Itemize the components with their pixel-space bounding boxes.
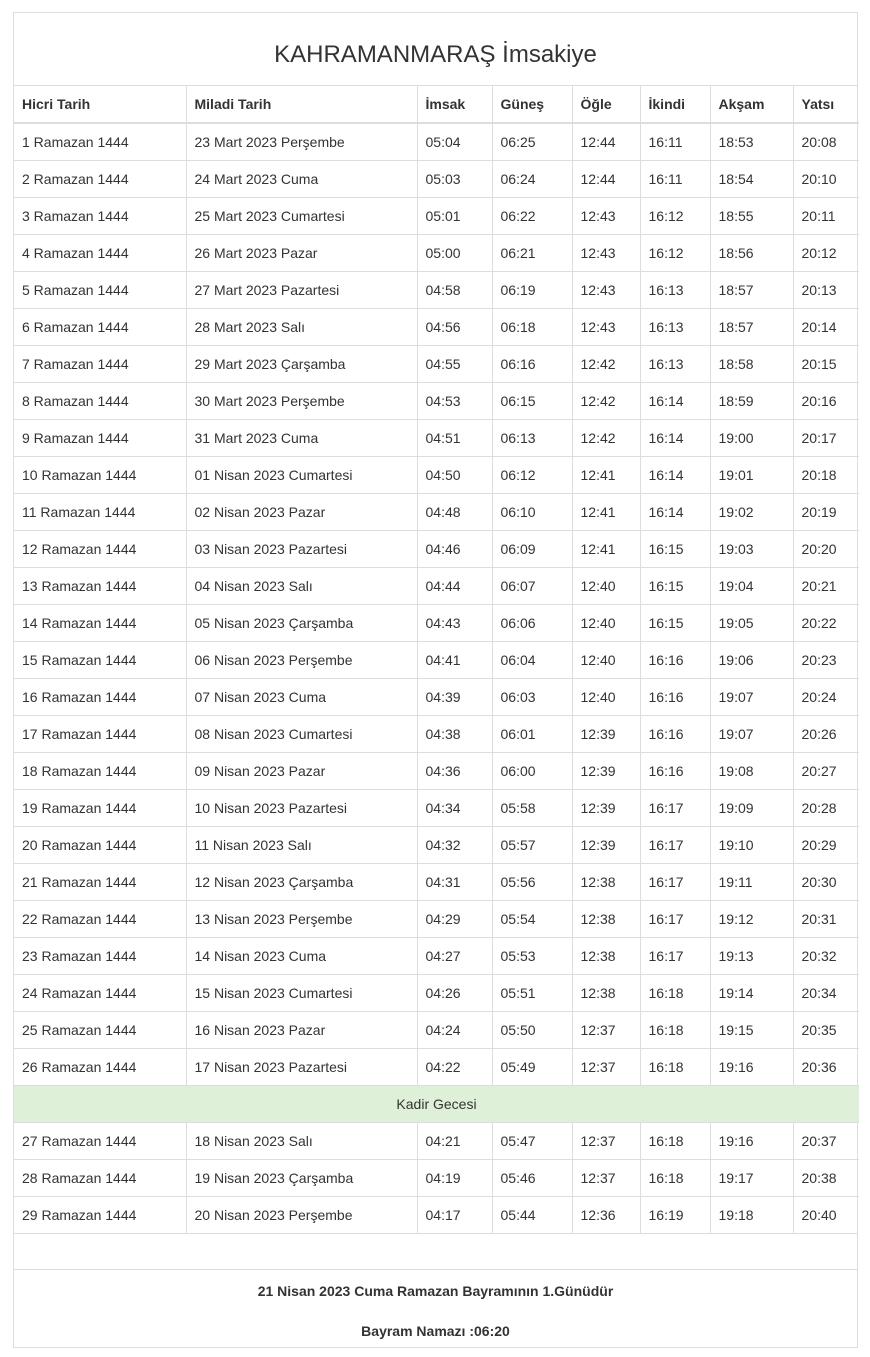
gunes-cell: 06:25 bbox=[492, 123, 572, 160]
miladi-date-cell: 14 Nisan 2023 Cuma bbox=[186, 937, 417, 974]
aksam-cell: 19:09 bbox=[710, 789, 793, 826]
aksam-cell: 19:15 bbox=[710, 1011, 793, 1048]
ogle-cell: 12:38 bbox=[572, 974, 640, 1011]
miladi-date-cell: 28 Mart 2023 Salı bbox=[186, 308, 417, 345]
gunes-cell: 06:10 bbox=[492, 493, 572, 530]
table-row bbox=[14, 863, 859, 900]
miladi-date-cell: 23 Mart 2023 Perşembe bbox=[186, 123, 417, 160]
miladi-date-cell: 17 Nisan 2023 Pazartesi bbox=[186, 1048, 417, 1085]
miladi-date-cell: 29 Mart 2023 Çarşamba bbox=[186, 345, 417, 382]
imsak-cell: 04:44 bbox=[417, 567, 492, 604]
miladi-date-cell: 09 Nisan 2023 Pazar bbox=[186, 752, 417, 789]
imsak-cell: 05:04 bbox=[417, 123, 492, 160]
table-row bbox=[14, 123, 859, 160]
gunes-cell: 06:09 bbox=[492, 530, 572, 567]
ogle-cell: 12:37 bbox=[572, 1048, 640, 1085]
hicri-date-cell: 17 Ramazan 1444 bbox=[14, 715, 186, 752]
aksam-cell: 18:54 bbox=[710, 160, 793, 197]
ikindi-cell: 16:16 bbox=[640, 641, 710, 678]
table-row bbox=[14, 382, 859, 419]
ogle-cell: 12:40 bbox=[572, 678, 640, 715]
ogle-cell: 12:38 bbox=[572, 900, 640, 937]
aksam-cell: 19:08 bbox=[710, 752, 793, 789]
yatsi-cell: 20:18 bbox=[793, 456, 859, 493]
aksam-cell: 19:14 bbox=[710, 974, 793, 1011]
ikindi-cell: 16:16 bbox=[640, 715, 710, 752]
column-header-aksam: Akşam bbox=[710, 86, 793, 123]
yatsi-cell: 20:12 bbox=[793, 234, 859, 271]
column-header-ogle: Öğle bbox=[572, 86, 640, 123]
hicri-date-cell: 7 Ramazan 1444 bbox=[14, 345, 186, 382]
gunes-cell: 06:19 bbox=[492, 271, 572, 308]
table-row bbox=[14, 678, 859, 715]
gunes-cell: 05:47 bbox=[492, 1122, 572, 1159]
aksam-cell: 19:18 bbox=[710, 1196, 793, 1233]
hicri-date-cell: 12 Ramazan 1444 bbox=[14, 530, 186, 567]
ikindi-cell: 16:14 bbox=[640, 456, 710, 493]
miladi-date-cell: 02 Nisan 2023 Pazar bbox=[186, 493, 417, 530]
imsak-cell: 04:56 bbox=[417, 308, 492, 345]
hicri-date-cell: 22 Ramazan 1444 bbox=[14, 900, 186, 937]
aksam-cell: 18:56 bbox=[710, 234, 793, 271]
gunes-cell: 06:01 bbox=[492, 715, 572, 752]
ikindi-cell: 16:15 bbox=[640, 604, 710, 641]
aksam-cell: 19:02 bbox=[710, 493, 793, 530]
yatsi-cell: 20:22 bbox=[793, 604, 859, 641]
gunes-cell: 06:12 bbox=[492, 456, 572, 493]
column-header-hicri: Hicri Tarih bbox=[14, 86, 186, 123]
miladi-date-cell: 19 Nisan 2023 Çarşamba bbox=[186, 1159, 417, 1196]
aksam-cell: 18:59 bbox=[710, 382, 793, 419]
table-row bbox=[14, 271, 859, 308]
column-header-gunes: Güneş bbox=[492, 86, 572, 123]
yatsi-cell: 20:23 bbox=[793, 641, 859, 678]
imsak-cell: 04:50 bbox=[417, 456, 492, 493]
aksam-cell: 19:06 bbox=[710, 641, 793, 678]
yatsi-cell: 20:17 bbox=[793, 419, 859, 456]
hicri-date-cell: 24 Ramazan 1444 bbox=[14, 974, 186, 1011]
ogle-cell: 12:40 bbox=[572, 641, 640, 678]
table-row bbox=[14, 715, 859, 752]
miladi-date-cell: 31 Mart 2023 Cuma bbox=[186, 419, 417, 456]
aksam-cell: 19:11 bbox=[710, 863, 793, 900]
hicri-date-cell: 13 Ramazan 1444 bbox=[14, 567, 186, 604]
imsak-cell: 04:39 bbox=[417, 678, 492, 715]
table-row bbox=[14, 937, 859, 974]
imsak-cell: 04:43 bbox=[417, 604, 492, 641]
ogle-cell: 12:39 bbox=[572, 752, 640, 789]
table-row bbox=[14, 974, 859, 1011]
table-row bbox=[14, 1196, 859, 1233]
hicri-date-cell: 18 Ramazan 1444 bbox=[14, 752, 186, 789]
ikindi-cell: 16:14 bbox=[640, 382, 710, 419]
table-row bbox=[14, 604, 859, 641]
yatsi-cell: 20:11 bbox=[793, 197, 859, 234]
miladi-date-cell: 03 Nisan 2023 Pazartesi bbox=[186, 530, 417, 567]
ikindi-cell: 16:19 bbox=[640, 1196, 710, 1233]
table-row bbox=[14, 1048, 859, 1085]
aksam-cell: 18:57 bbox=[710, 308, 793, 345]
ikindi-cell: 16:17 bbox=[640, 900, 710, 937]
miladi-date-cell: 12 Nisan 2023 Çarşamba bbox=[186, 863, 417, 900]
gunes-cell: 05:51 bbox=[492, 974, 572, 1011]
hicri-date-cell: 19 Ramazan 1444 bbox=[14, 789, 186, 826]
hicri-date-cell: 29 Ramazan 1444 bbox=[14, 1196, 186, 1233]
imsak-cell: 04:36 bbox=[417, 752, 492, 789]
ogle-cell: 12:43 bbox=[572, 271, 640, 308]
hicri-date-cell: 10 Ramazan 1444 bbox=[14, 456, 186, 493]
miladi-date-cell: 25 Mart 2023 Cumartesi bbox=[186, 197, 417, 234]
gunes-cell: 06:18 bbox=[492, 308, 572, 345]
ogle-cell: 12:37 bbox=[572, 1011, 640, 1048]
gunes-cell: 05:50 bbox=[492, 1011, 572, 1048]
hicri-date-cell: 15 Ramazan 1444 bbox=[14, 641, 186, 678]
hicri-date-cell: 23 Ramazan 1444 bbox=[14, 937, 186, 974]
page-title: KAHRAMANMARAŞ İmsakiye bbox=[14, 13, 857, 86]
ikindi-cell: 16:12 bbox=[640, 234, 710, 271]
miladi-date-cell: 20 Nisan 2023 Perşembe bbox=[186, 1196, 417, 1233]
yatsi-cell: 20:20 bbox=[793, 530, 859, 567]
hicri-date-cell: 28 Ramazan 1444 bbox=[14, 1159, 186, 1196]
imsak-cell: 04:27 bbox=[417, 937, 492, 974]
hicri-date-cell: 16 Ramazan 1444 bbox=[14, 678, 186, 715]
yatsi-cell: 20:30 bbox=[793, 863, 859, 900]
gunes-cell: 05:54 bbox=[492, 900, 572, 937]
column-header-miladi: Miladi Tarih bbox=[186, 86, 417, 123]
gunes-cell: 05:44 bbox=[492, 1196, 572, 1233]
ikindi-cell: 16:14 bbox=[640, 493, 710, 530]
table-row bbox=[14, 826, 859, 863]
gunes-cell: 06:06 bbox=[492, 604, 572, 641]
hicri-date-cell: 2 Ramazan 1444 bbox=[14, 160, 186, 197]
aksam-cell: 19:01 bbox=[710, 456, 793, 493]
hicri-date-cell: 3 Ramazan 1444 bbox=[14, 197, 186, 234]
aksam-cell: 19:07 bbox=[710, 715, 793, 752]
table-row bbox=[14, 160, 859, 197]
table-row bbox=[14, 493, 859, 530]
imsak-cell: 04:17 bbox=[417, 1196, 492, 1233]
imsak-cell: 04:41 bbox=[417, 641, 492, 678]
yatsi-cell: 20:28 bbox=[793, 789, 859, 826]
gunes-cell: 06:03 bbox=[492, 678, 572, 715]
ikindi-cell: 16:11 bbox=[640, 123, 710, 160]
miladi-date-cell: 26 Mart 2023 Pazar bbox=[186, 234, 417, 271]
ikindi-cell: 16:18 bbox=[640, 1011, 710, 1048]
imsak-cell: 04:24 bbox=[417, 1011, 492, 1048]
ikindi-cell: 16:12 bbox=[640, 197, 710, 234]
aksam-cell: 19:10 bbox=[710, 826, 793, 863]
aksam-cell: 19:07 bbox=[710, 678, 793, 715]
table-row bbox=[14, 1122, 859, 1159]
table-row bbox=[14, 641, 859, 678]
gunes-cell: 05:57 bbox=[492, 826, 572, 863]
ikindi-cell: 16:13 bbox=[640, 271, 710, 308]
ogle-cell: 12:37 bbox=[572, 1122, 640, 1159]
gunes-cell: 05:53 bbox=[492, 937, 572, 974]
ogle-cell: 12:39 bbox=[572, 826, 640, 863]
table-row bbox=[14, 789, 859, 826]
yatsi-cell: 20:40 bbox=[793, 1196, 859, 1233]
table-row bbox=[14, 234, 859, 271]
aksam-cell: 19:13 bbox=[710, 937, 793, 974]
hicri-date-cell: 27 Ramazan 1444 bbox=[14, 1122, 186, 1159]
table-row bbox=[14, 419, 859, 456]
aksam-cell: 19:12 bbox=[710, 900, 793, 937]
yatsi-cell: 20:08 bbox=[793, 123, 859, 160]
ogle-cell: 12:44 bbox=[572, 160, 640, 197]
miladi-date-cell: 30 Mart 2023 Perşembe bbox=[186, 382, 417, 419]
ogle-cell: 12:42 bbox=[572, 345, 640, 382]
spacer-row bbox=[14, 1233, 857, 1270]
ikindi-cell: 16:18 bbox=[640, 974, 710, 1011]
ikindi-cell: 16:18 bbox=[640, 1048, 710, 1085]
miladi-date-cell: 24 Mart 2023 Cuma bbox=[186, 160, 417, 197]
imsak-cell: 04:51 bbox=[417, 419, 492, 456]
ikindi-cell: 16:15 bbox=[640, 530, 710, 567]
yatsi-cell: 20:13 bbox=[793, 271, 859, 308]
hicri-date-cell: 8 Ramazan 1444 bbox=[14, 382, 186, 419]
miladi-date-cell: 27 Mart 2023 Pazartesi bbox=[186, 271, 417, 308]
imsak-cell: 04:31 bbox=[417, 863, 492, 900]
imsak-cell: 04:32 bbox=[417, 826, 492, 863]
ogle-cell: 12:38 bbox=[572, 937, 640, 974]
hicri-date-cell: 21 Ramazan 1444 bbox=[14, 863, 186, 900]
ogle-cell: 12:36 bbox=[572, 1196, 640, 1233]
table-row bbox=[14, 900, 859, 937]
yatsi-cell: 20:24 bbox=[793, 678, 859, 715]
gunes-cell: 06:15 bbox=[492, 382, 572, 419]
gunes-cell: 06:13 bbox=[492, 419, 572, 456]
hicri-date-cell: 26 Ramazan 1444 bbox=[14, 1048, 186, 1085]
imsak-cell: 04:58 bbox=[417, 271, 492, 308]
yatsi-cell: 20:36 bbox=[793, 1048, 859, 1085]
hicri-date-cell: 9 Ramazan 1444 bbox=[14, 419, 186, 456]
yatsi-cell: 20:32 bbox=[793, 937, 859, 974]
imsak-cell: 04:22 bbox=[417, 1048, 492, 1085]
yatsi-cell: 20:21 bbox=[793, 567, 859, 604]
imsak-cell: 04:38 bbox=[417, 715, 492, 752]
aksam-cell: 19:16 bbox=[710, 1122, 793, 1159]
imsak-cell: 04:53 bbox=[417, 382, 492, 419]
ogle-cell: 12:39 bbox=[572, 789, 640, 826]
miladi-date-cell: 07 Nisan 2023 Cuma bbox=[186, 678, 417, 715]
imsak-cell: 04:19 bbox=[417, 1159, 492, 1196]
yatsi-cell: 20:19 bbox=[793, 493, 859, 530]
yatsi-cell: 20:35 bbox=[793, 1011, 859, 1048]
ogle-cell: 12:43 bbox=[572, 197, 640, 234]
aksam-cell: 19:00 bbox=[710, 419, 793, 456]
miladi-date-cell: 08 Nisan 2023 Cumartesi bbox=[186, 715, 417, 752]
table-row bbox=[14, 567, 859, 604]
table-body bbox=[14, 123, 859, 1233]
gunes-cell: 06:21 bbox=[492, 234, 572, 271]
table-row bbox=[14, 456, 859, 493]
column-header-yatsi: Yatsı bbox=[793, 86, 859, 123]
yatsi-cell: 20:29 bbox=[793, 826, 859, 863]
hicri-date-cell: 4 Ramazan 1444 bbox=[14, 234, 186, 271]
gunes-cell: 06:07 bbox=[492, 567, 572, 604]
imsak-cell: 04:55 bbox=[417, 345, 492, 382]
yatsi-cell: 20:26 bbox=[793, 715, 859, 752]
yatsi-cell: 20:38 bbox=[793, 1159, 859, 1196]
imsak-cell: 04:21 bbox=[417, 1122, 492, 1159]
yatsi-cell: 20:31 bbox=[793, 900, 859, 937]
ogle-cell: 12:40 bbox=[572, 567, 640, 604]
yatsi-cell: 20:37 bbox=[793, 1122, 859, 1159]
hicri-date-cell: 1 Ramazan 1444 bbox=[22, 133, 129, 150]
ogle-cell: 12:42 bbox=[572, 382, 640, 419]
table-row bbox=[14, 752, 859, 789]
miladi-date-cell: 01 Nisan 2023 Cumartesi bbox=[186, 456, 417, 493]
yatsi-cell: 20:15 bbox=[793, 345, 859, 382]
imsak-cell: 04:48 bbox=[417, 493, 492, 530]
prayer-times-table bbox=[14, 86, 859, 1233]
imsak-cell: 04:29 bbox=[417, 900, 492, 937]
ogle-cell: 12:42 bbox=[572, 419, 640, 456]
kadir-gecesi-row bbox=[14, 1085, 859, 1122]
yatsi-cell: 20:16 bbox=[793, 382, 859, 419]
ogle-cell: 12:40 bbox=[572, 604, 640, 641]
miladi-date-cell: 13 Nisan 2023 Perşembe bbox=[186, 900, 417, 937]
yatsi-cell: 20:14 bbox=[793, 308, 859, 345]
miladi-date-cell: 06 Nisan 2023 Perşembe bbox=[186, 641, 417, 678]
ogle-cell: 12:41 bbox=[572, 530, 640, 567]
imsak-cell: 04:26 bbox=[417, 974, 492, 1011]
aksam-cell: 19:17 bbox=[710, 1159, 793, 1196]
miladi-date-cell: 10 Nisan 2023 Pazartesi bbox=[186, 789, 417, 826]
table-row bbox=[14, 530, 859, 567]
gunes-cell: 05:49 bbox=[492, 1048, 572, 1085]
ikindi-cell: 16:17 bbox=[640, 826, 710, 863]
gunes-cell: 06:16 bbox=[492, 345, 572, 382]
imsakiye-panel bbox=[13, 12, 858, 1348]
miladi-date-cell: 18 Nisan 2023 Salı bbox=[186, 1122, 417, 1159]
bayram-namazi-time: Bayram Namazı :06:20 bbox=[361, 1323, 510, 1339]
ikindi-cell: 16:17 bbox=[640, 863, 710, 900]
ogle-cell: 12:44 bbox=[572, 123, 640, 160]
aksam-cell: 18:58 bbox=[710, 345, 793, 382]
hicri-date-cell: 20 Ramazan 1444 bbox=[14, 826, 186, 863]
ikindi-cell: 16:16 bbox=[640, 752, 710, 789]
imsak-cell: 05:03 bbox=[417, 160, 492, 197]
ogle-cell: 12:41 bbox=[572, 493, 640, 530]
hicri-date-cell: 5 Ramazan 1444 bbox=[14, 271, 186, 308]
gunes-cell: 06:22 bbox=[492, 197, 572, 234]
imsak-cell: 04:34 bbox=[417, 789, 492, 826]
table-row bbox=[14, 1011, 859, 1048]
ikindi-cell: 16:17 bbox=[640, 789, 710, 826]
miladi-date-cell: 04 Nisan 2023 Salı bbox=[186, 567, 417, 604]
imsak-cell: 05:00 bbox=[417, 234, 492, 271]
aksam-cell: 18:55 bbox=[710, 197, 793, 234]
table-header-row bbox=[14, 86, 859, 123]
ikindi-cell: 16:13 bbox=[640, 308, 710, 345]
gunes-cell: 06:04 bbox=[492, 641, 572, 678]
aksam-cell: 19:16 bbox=[710, 1048, 793, 1085]
miladi-date-cell: 15 Nisan 2023 Cumartesi bbox=[186, 974, 417, 1011]
ikindi-cell: 16:18 bbox=[640, 1159, 710, 1196]
column-header-ikindi: İkindi bbox=[640, 86, 710, 123]
ikindi-cell: 16:14 bbox=[640, 419, 710, 456]
ikindi-cell: 16:15 bbox=[640, 567, 710, 604]
ikindi-cell: 16:13 bbox=[640, 345, 710, 382]
ogle-cell: 12:43 bbox=[572, 234, 640, 271]
table-row bbox=[14, 308, 859, 345]
ogle-cell: 12:39 bbox=[572, 715, 640, 752]
miladi-date-cell: 05 Nisan 2023 Çarşamba bbox=[186, 604, 417, 641]
aksam-cell: 18:53 bbox=[710, 123, 793, 160]
ogle-cell: 12:43 bbox=[572, 308, 640, 345]
column-header-imsak: İmsak bbox=[417, 86, 492, 123]
gunes-cell: 05:58 bbox=[492, 789, 572, 826]
hicri-date-cell: 14 Ramazan 1444 bbox=[14, 604, 186, 641]
ikindi-cell: 16:11 bbox=[640, 160, 710, 197]
imsak-cell: 05:01 bbox=[417, 197, 492, 234]
gunes-cell: 06:00 bbox=[492, 752, 572, 789]
ikindi-cell: 16:16 bbox=[640, 678, 710, 715]
gunes-cell: 06:24 bbox=[492, 160, 572, 197]
hicri-date-cell: 25 Ramazan 1444 bbox=[14, 1011, 186, 1048]
aksam-cell: 19:04 bbox=[710, 567, 793, 604]
imsak-cell: 04:46 bbox=[417, 530, 492, 567]
ogle-cell: 12:38 bbox=[572, 863, 640, 900]
yatsi-cell: 20:34 bbox=[793, 974, 859, 1011]
gunes-cell: 05:46 bbox=[492, 1159, 572, 1196]
hicri-date-cell: 11 Ramazan 1444 bbox=[14, 493, 186, 530]
aksam-cell: 19:05 bbox=[710, 604, 793, 641]
bayram-notice: 21 Nisan 2023 Cuma Ramazan Bayramının 1.Günüdür bbox=[257, 1283, 614, 1299]
yatsi-cell: 20:10 bbox=[793, 160, 859, 197]
yatsi-cell: 20:27 bbox=[793, 752, 859, 789]
gunes-cell: 05:56 bbox=[492, 863, 572, 900]
table-row bbox=[14, 1159, 859, 1196]
miladi-date-cell: 16 Nisan 2023 Pazar bbox=[186, 1011, 417, 1048]
table-row bbox=[14, 197, 859, 234]
ikindi-cell: 16:18 bbox=[640, 1122, 710, 1159]
ogle-cell: 12:37 bbox=[572, 1159, 640, 1196]
table-row bbox=[14, 345, 859, 382]
hicri-date-cell: 6 Ramazan 1444 bbox=[14, 308, 186, 345]
aksam-cell: 19:03 bbox=[710, 530, 793, 567]
miladi-date-cell: 11 Nisan 2023 Salı bbox=[186, 826, 417, 863]
ikindi-cell: 16:17 bbox=[640, 937, 710, 974]
aksam-cell: 18:57 bbox=[710, 271, 793, 308]
kadir-gecesi-label: Kadir Gecesi bbox=[14, 1085, 859, 1122]
ogle-cell: 12:41 bbox=[572, 456, 640, 493]
